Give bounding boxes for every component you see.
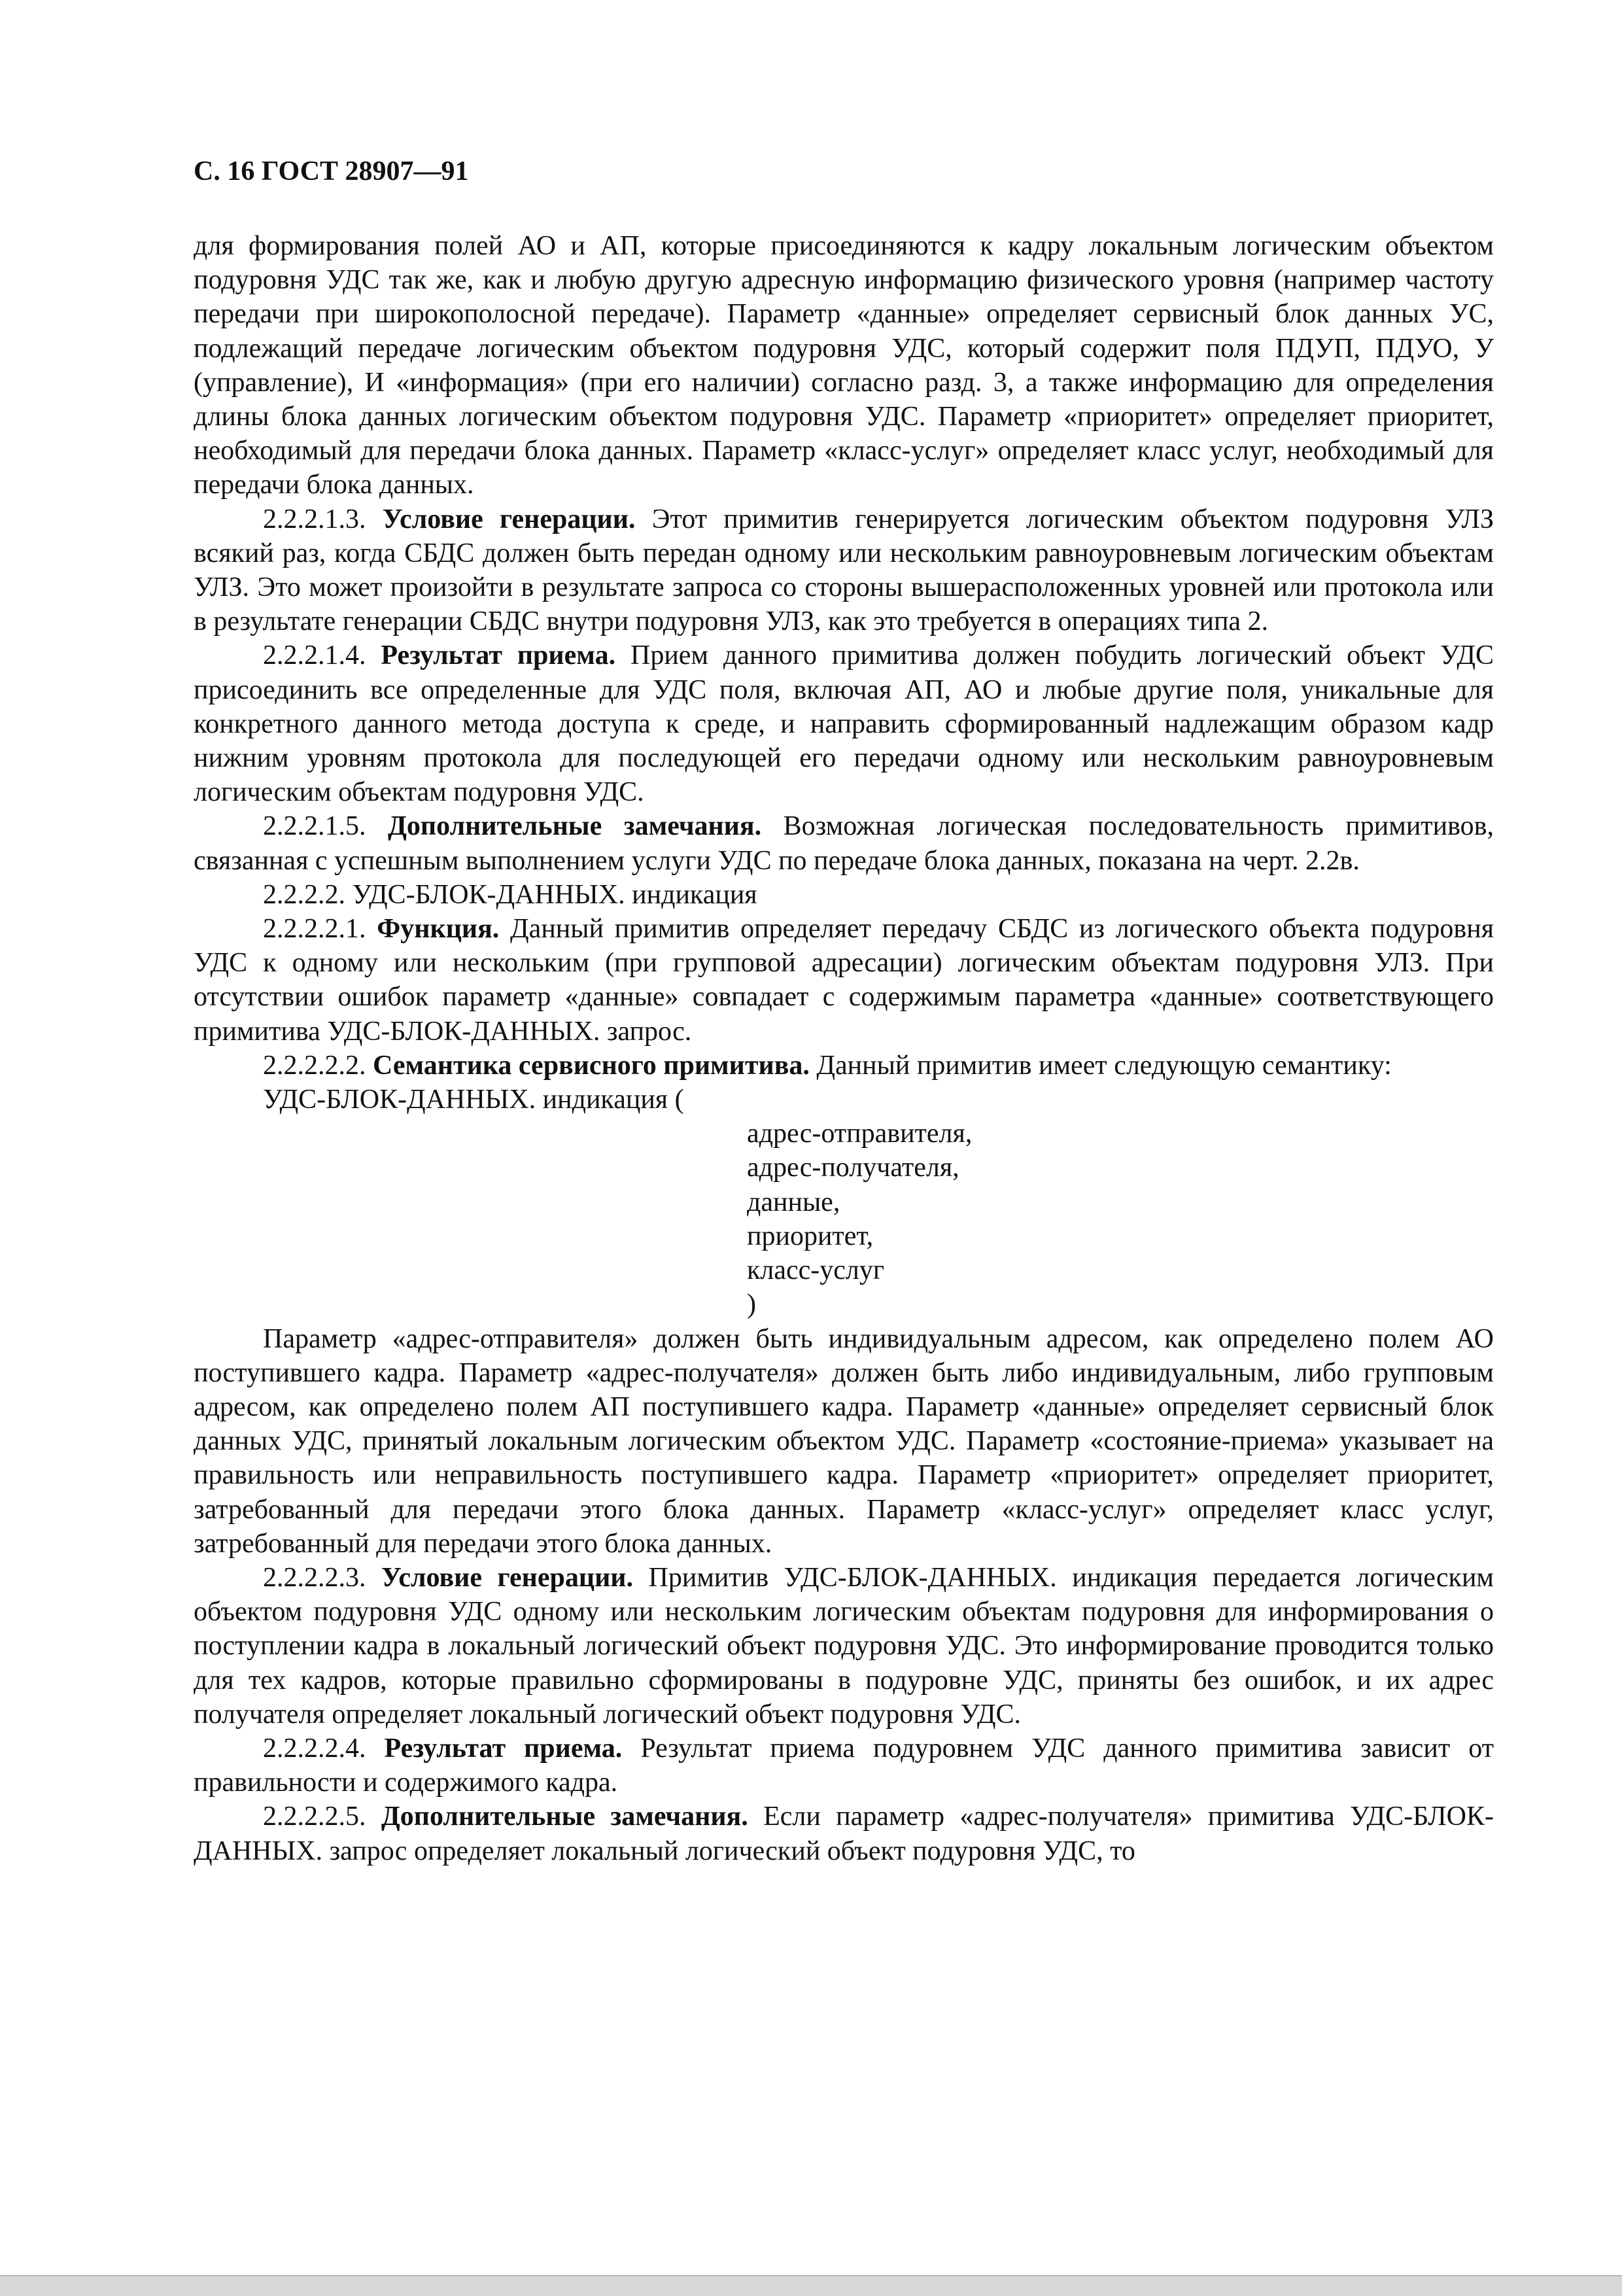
section-number: 2.2.2.2. — [263, 879, 345, 910]
section-2-2-2-2 — [194, 878, 1494, 912]
primitive-parameter: адрес-отправителя, — [747, 1119, 973, 1149]
primitive-signature-title: УДС-БЛОК-ДАННЫХ. индикация ( — [263, 1085, 684, 1115]
section-text: Результат приема подуровнем УДС данного примитива зависит от правильности и содержимого кадра. — [194, 1733, 1494, 1798]
primitive-parameter: класс-услуг — [747, 1255, 885, 1286]
section-text: Примитив УДС-БЛОК-ДАННЫХ. индикация передается логическим объектом подуровня УДС одному или нескольким логическим объектам подуровня для информирования о поступлении кадра в локальный логический объект подуровня УДС. Это информирование проводится только для тех кадров, которые правильно сформированы в подуровне УДС, приняты без ошибок, и их адрес получателя определяет локальный логический объект подуровня УДС. — [194, 1562, 1494, 1730]
section-2-2-2-1-5 — [194, 809, 1494, 877]
section-number: 2.2.2.1.4. — [263, 640, 366, 671]
section-2-2-2-2-2 — [194, 1049, 1494, 1083]
section-number: 2.2.2.2.3. — [263, 1562, 366, 1593]
section-text: Данный примитив определяет передачу СБДС из логического объекта подуровня УДС к одному или нескольким (при групповой адресации) логическим объектам подуровня УЛЗ. При отсутствии ошибок параметр «данные» совпадает с содержимым параметра «данные» соответствующего примитива УДС-БЛОК-ДАННЫХ. запрос. — [194, 914, 1494, 1047]
paragraph-intro: для формирования полей АО и АП, которые присоединяются к кадру локальным логическим объектом подуровня УДС так же, как и любую другую адресную информацию физического уровня (например частоту передачи при широкополосной передаче). Параметр «данные» определяет сервисный блок данных УС, подлежащий передаче логическим объектом подуровня УДС, который содержит поля ПДУП, ПДУО, У (управление), И «информация» (при его наличии) согласно разд. 3, а также информацию для определения длины блока данных логическим объектом подуровня УДС. Параметр «приоритет» определяет приоритет, необходимый для передачи блока данных. Параметр «класс-услуг» определяет класс услуг, необходимый для передачи блока данных. — [194, 231, 1494, 500]
section-title: Функция. — [377, 914, 500, 945]
section-number: 2.2.2.2.1. — [263, 914, 366, 945]
primitive-parameter: данные, — [747, 1187, 840, 1217]
page-header: С. 16 ГОСТ 28907—91 — [194, 156, 469, 186]
section-title: Условие генерации. — [381, 1562, 633, 1593]
section-text: Прием данного примитива должен побудить логический объект УДС присоединить все определенные для УДС поля, включая АП, АО и любые другие поля, уникальные для конкретного данного метода доступа к среде, и направить сформированный надлежащим образом кадр нижним уровням протокола для последующей его передачи одному или нескольким равноуровневым логическим объектам подуровня УДС. — [194, 640, 1494, 808]
paragraph-parameters: Параметр «адрес-отправителя» должен быть индивидуальным адресом, как определено полем АО поступившего кадра. Параметр «адрес-получателя» должен быть либо индивидуальным, либо групповым адресом, как определено полем АП поступившего кадра. Параметр «данные» определяет сервисный блок данных УДС, принятый локальным логическим объектом УДС. Параметр «состояние-приема» указывает на правильность или неправильность поступившего кадра. Параметр «приоритет» определяет приоритет, затребованный для передачи этого блока данных. Параметр «класс-услуг» определяет класс услуг, затребованный для передачи этого блока данных. — [194, 1323, 1494, 1559]
section-number: 2.2.2.2.4. — [263, 1733, 366, 1764]
section-text: Этот примитив генерируется логическим объектом подуровня УЛЗ всякий раз, когда СБДС должен быть передан одному или нескольким равноуровневым логическим объектам УЛЗ. Это может произойти в результате запроса со стороны вышерасположенных уровней или протокола или в результате генерации СБДС внутри подуровня УЛЗ, как это требуется в операциях типа 2. — [194, 504, 1494, 637]
section-number: 2.2.2.1.5. — [263, 811, 366, 842]
primitive-parameter-list — [194, 1117, 1494, 1321]
closing-parenthesis: ) — [747, 1289, 756, 1320]
page-bottom-edge — [0, 2275, 1622, 2296]
section-text: Данный примитив имеет следующую семантику: — [816, 1050, 1392, 1081]
primitive-parameter: адрес-получателя, — [747, 1153, 959, 1183]
section-text: Если параметр «адрес-получателя» примитива УДС-БЛОК-ДАННЫХ. запрос определяет локальный логический объект подуровня УДС, то — [194, 1801, 1494, 1866]
section-title: Дополнительные замечания. — [388, 811, 762, 842]
section-2-2-2-2-4 — [194, 1731, 1494, 1800]
section-title: Семантика сервисного примитива. — [373, 1050, 810, 1081]
section-2-2-2-1-4 — [194, 638, 1494, 809]
section-2-2-2-2-1 — [194, 912, 1494, 1049]
section-title: Результат приема. — [381, 640, 616, 671]
section-title: Условие генерации. — [382, 504, 636, 534]
section-number: 2.2.2.1.3. — [263, 504, 366, 534]
document-body — [194, 229, 1494, 1868]
section-number: 2.2.2.2.2. — [263, 1050, 366, 1081]
primitive-parameter: приоритет, — [747, 1221, 874, 1251]
section-2-2-2-2-5 — [194, 1800, 1494, 1868]
section-text: УДС-БЛОК-ДАННЫХ. индикация — [352, 879, 757, 910]
section-number: 2.2.2.2.5. — [263, 1801, 366, 1832]
section-title: Дополнительные замечания. — [381, 1801, 748, 1832]
section-text: Возможная логическая последовательность примитивов, связанная с успешным выполнением услуги УДС по передаче блока данных, показана на черт. 2.2в. — [194, 811, 1494, 876]
section-2-2-2-1-3 — [194, 502, 1494, 639]
section-2-2-2-2-3 — [194, 1561, 1494, 1731]
section-title: Результат приема. — [384, 1733, 623, 1764]
